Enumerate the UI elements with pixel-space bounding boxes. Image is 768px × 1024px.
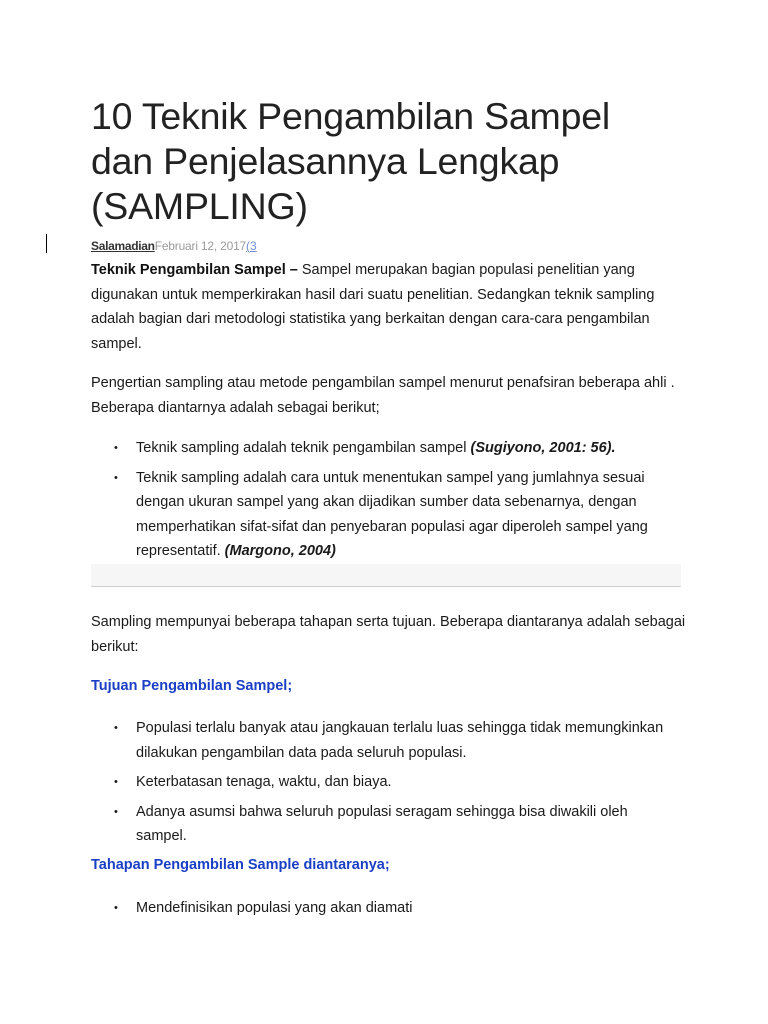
publish-date: Februari 12, 2017 xyxy=(154,239,247,253)
paragraph-definitions-intro: Pengertian sampling atau metode pengambilan sampel menurut penafsiran beberapa ahli . Beberapa diantarnya adalah sebagai berikut; xyxy=(91,375,675,416)
intro-bold: Teknik Pengambilan Sampel – xyxy=(91,262,298,278)
definition-text: Teknik sampling adalah teknik pengambilan sampel xyxy=(136,440,471,456)
list-item: • Mendefinisikan populasi yang akan diamati xyxy=(114,900,413,916)
article-title: 10 Teknik Pengambilan Sampel dan Penjelasannya Lengkap (SAMPLING) xyxy=(91,95,611,227)
heading-tujuan: Tujuan Pengambilan Sampel; xyxy=(91,678,293,694)
comment-count: 3 xyxy=(250,239,257,253)
tujuan-list xyxy=(91,716,681,849)
citation: (Margono, 2004) xyxy=(224,543,336,559)
section-divider xyxy=(91,564,681,587)
definition-list xyxy=(91,436,681,564)
text-cursor xyxy=(46,234,47,253)
author-link[interactable]: Salamadian xyxy=(91,239,155,253)
list-item: • Keterbatasan tenaga, waktu, dan biaya. xyxy=(114,774,392,790)
citation: (Sugiyono, 2001: 56). xyxy=(470,440,616,456)
heading-tahapan: Tahapan Pengambilan Sample diantaranya; xyxy=(91,857,390,873)
article-meta xyxy=(91,238,257,254)
intro-text: Sampel merupakan bagian populasi penelitian yang digunakan untuk memperkirakan hasil dari suatu penelitian. Sedangkan teknik sampling adalah bagian dari metodologi statistika yang berkaitan dengan cara-cara pengambilan sampel. xyxy=(91,262,655,352)
paragraph-stages-intro: Sampling mempunyai beberapa tahapan serta tujuan. Beberapa diantaranya adalah sebagai berikut: xyxy=(91,614,686,655)
list-item: • Adanya asumsi bahwa seluruh populasi seragam sehingga bisa diwakili oleh sampel. xyxy=(114,803,628,844)
list-item: • Teknik sampling adalah cara untuk menentukan sampel yang jumlahnya sesuai dengan ukuran sampel yang akan dijadikan sumber data sebenarnya, dengan memperhatikan sifat-sifat dan penyebaran populasi agar diperoleh sampel yang representatif. (Margono, 2004) xyxy=(114,469,648,559)
list-item: • Populasi terlalu banyak atau jangkauan terlalu luas sehingga tidak memungkinkan dilakukan pengambilan data pada seluruh populasi. xyxy=(114,720,664,761)
comments-link[interactable]: (3 xyxy=(246,239,257,253)
tahapan-list xyxy=(91,896,681,921)
intro-paragraph xyxy=(91,258,686,356)
definition-text: Teknik sampling adalah cara untuk menentukan sampel yang jumlahnya sesuai dengan ukuran sampel yang akan dijadikan sumber data sebenarnya, dengan memperhatikan sifat-sifat dan penyebaran populasi agar diperoleh sampel yang representatif. xyxy=(136,469,648,559)
list-item: • Teknik sampling adalah teknik pengambilan sampel (Sugiyono, 2001: 56). xyxy=(114,440,616,456)
